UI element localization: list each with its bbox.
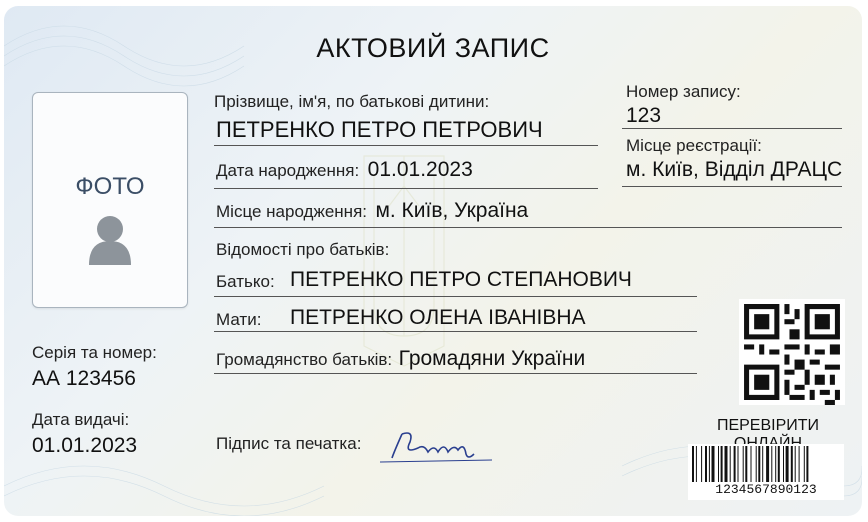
registration-label: Місце реєстрації: <box>626 136 762 155</box>
registration-value: м. Київ, Відділ ДРАЦС <box>626 158 843 181</box>
mother-label: Мати: <box>216 310 262 329</box>
mother-underline <box>214 331 697 332</box>
series-value: АА 123456 <box>32 367 136 390</box>
father-value: ПЕТРЕНКО ПЕТРО СТЕПАНОВИЧ <box>290 268 632 291</box>
child-name-underline <box>214 145 598 146</box>
pob-value: м. Київ, Україна <box>375 199 529 222</box>
dob-underline <box>214 188 598 189</box>
handwritten-signature <box>374 424 494 464</box>
barcode-number: 1234567890123 <box>715 482 817 497</box>
child-name-label: Прізвище, ім'я, по батькові дитини: <box>214 92 490 111</box>
signature-label: Підпис та печатка: <box>216 434 362 453</box>
photo-label: ФОТО <box>75 173 145 200</box>
person-silhouette-icon <box>87 211 133 267</box>
citizenship-value: Громадяни України <box>398 347 586 370</box>
document-title: АКТОВИЙ ЗАПИС <box>316 33 550 63</box>
dob-row <box>216 158 473 182</box>
citizenship-underline <box>214 373 697 374</box>
barcode-bars <box>688 446 844 482</box>
child-name-value: ПЕТРЕНКО ПЕТРО ПЕТРОВИЧ <box>216 117 543 142</box>
parents-heading: Відомості про батьків: <box>216 240 390 259</box>
certificate-card <box>4 6 862 516</box>
issue-date-label: Дата видачі: <box>32 410 130 429</box>
photo-placeholder <box>32 92 188 308</box>
series-label: Серія та номер: <box>32 343 157 362</box>
record-number-underline <box>622 128 842 129</box>
record-number-label: Номер запису: <box>626 82 741 101</box>
dob-label: Дата народження: <box>216 161 360 180</box>
record-number-value: 123 <box>626 104 662 127</box>
verify-online-link[interactable]: ПЕРЕВІРИТИ <box>716 417 820 434</box>
father-label: Батько: <box>216 272 275 291</box>
citizenship-row <box>216 347 585 371</box>
registration-underline <box>622 186 842 187</box>
pob-row <box>216 199 528 223</box>
pob-label: Місце народження: <box>216 202 367 221</box>
mother-value: ПЕТРЕНКО ОЛЕНА ІВАНІВНА <box>290 306 586 329</box>
qr-code-icon[interactable] <box>739 299 845 405</box>
dob-value: 01.01.2023 <box>367 158 473 181</box>
pob-underline <box>214 227 842 228</box>
citizenship-label: Громадянство батьків: <box>216 350 393 369</box>
father-underline <box>214 296 697 297</box>
issue-date-value: 01.01.2023 <box>32 434 138 457</box>
